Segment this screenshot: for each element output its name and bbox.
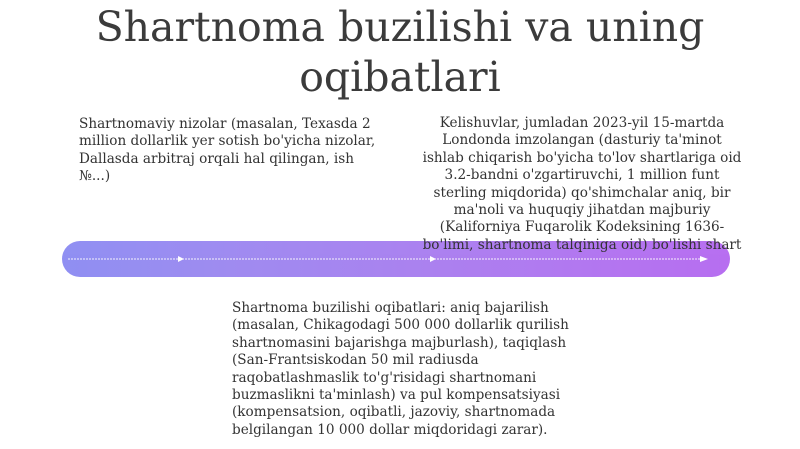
bottom-text-block: Shartnoma buzilishi oqibatlari: aniq bajarilish (masalan, Chikagodagi 500 000 dollarlik qurilish shartnomasini bajarishga majburlash), taqiqlash (San-Frantsiskodan 50 mil radiusda raqobatlashmaslik to'g'risidagi shartnomani buzmaslikni ta'minlash) va pul kompensatsiyasi (kompensatsion, oqibatli, jazoviy, shartnomada belgilangan 10 000 dollar miqdoridagi zarar).	[232, 300, 569, 438]
left-text-block: Shartnomaviy nizolar (masalan, Texasda 2 million dollarlik yer sotish bo'yicha nizolar, Dallasda arbitraj orqali hal qilingan, ish №...)	[79, 116, 376, 185]
timeline-arrowhead-icon	[700, 256, 708, 262]
right-text-block: Kelishuvlar, jumladan 2023-yil 15-martda Londonda imzolangan (dasturiy ta'minot ishlab chiqarish bo'yicha to'lov shartlariga oid 3.2-bandni o'zgartiruvchi, 1 million funt sterling miqdorida) qo'shimchalar aniq, bir ma'noli va huquqiy jihatdan majburiy (Kaliforniya Fuqarolik Kodeksining 1636-bo'limi, shartnoma talqiniga oid) bo'lishi shart	[422, 115, 742, 253]
slide-title: Shartnoma buzilishi va uning oqibatlari	[95, 3, 705, 101]
timeline-arrowhead-icon	[430, 256, 436, 262]
timeline-arrowhead-icon	[178, 256, 184, 262]
